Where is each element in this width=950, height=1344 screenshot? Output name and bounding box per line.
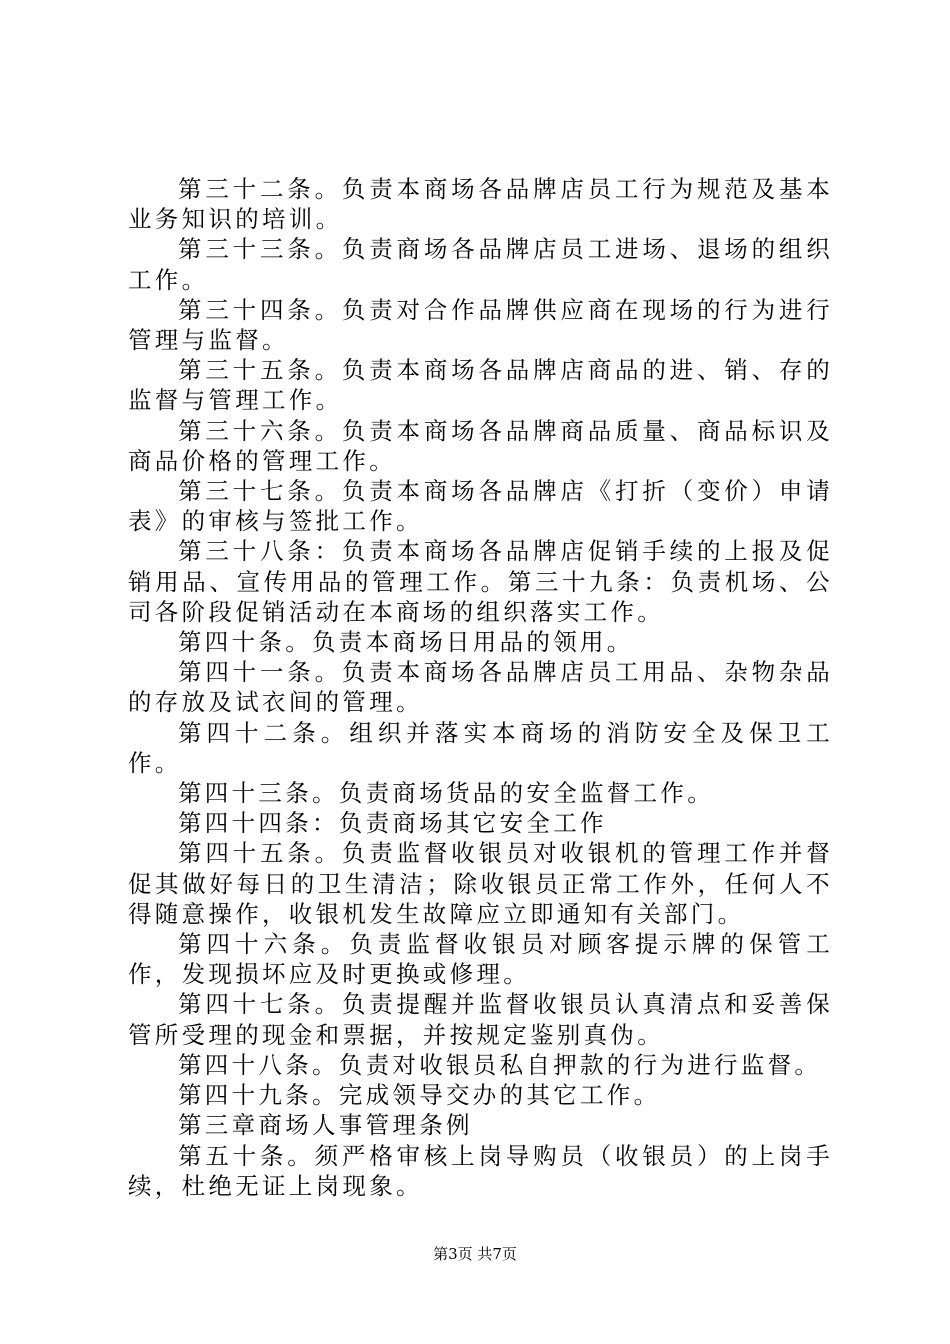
paragraph-article-45: 第四十五条。负责监督收银员对收银机的管理工作并督促其做好每日的卫生清洁；除收银员正常工作外，任何人不得随意操作，收银机发生故障应立即通知有关部门。 [128, 839, 833, 928]
paragraph-article-41: 第四十一条。负责本商场各品牌店员工用品、杂物杂品的存放及试衣间的管理。 [128, 658, 833, 717]
document-body [128, 174, 833, 1201]
paragraph-article-33: 第三十三条。负责商场各品牌店员工进场、退场的组织工作。 [128, 235, 833, 294]
paragraph-article-44: 第四十四条：负责商场其它安全工作 [178, 809, 607, 838]
paragraph-article-49: 第四十九条。完成领导交办的其它工作。 [178, 1081, 661, 1110]
page-footer [0, 1244, 950, 1264]
chapter-heading: 第三章商场人事管理条例 [178, 1111, 473, 1140]
paragraph-article-37: 第三十七条。负责本商场各品牌店《打折（变价）申请表》的审核与签批工作。 [128, 477, 833, 536]
paragraph-article-42: 第四十二条。组织并落实本商场的消防安全及保卫工作。 [128, 718, 833, 777]
paragraph-article-46: 第四十六条。负责监督收银员对顾客提示牌的保管工作，发现损坏应及时更换或修理。 [128, 930, 833, 989]
paragraph-article-38-39: 第三十八条：负责本商场各品牌店促销手续的上报及促销用品、宣传用品的管理工作。第三十九条：负责机场、公司各阶段促销活动在本商场的组织落实工作。 [128, 537, 833, 626]
paragraph-article-35: 第三十五条。负责本商场各品牌店商品的进、销、存的监督与管理工作。 [128, 356, 833, 415]
page-number-label: 第3页 共7页 [433, 1245, 517, 1263]
paragraph-article-48: 第四十八条。负责对收银员私自押款的行为进行监督。 [178, 1050, 822, 1079]
paragraph-article-40: 第四十条。负责本商场日用品的领用。 [178, 628, 634, 657]
paragraph-article-50: 第五十条。须严格审核上岗导购员（收银员）的上岗手续，杜绝无证上岗现象。 [128, 1141, 833, 1200]
paragraph-article-36: 第三十六条。负责本商场各品牌商品质量、商品标识及商品价格的管理工作。 [128, 416, 833, 475]
paragraph-article-32: 第三十二条。负责本商场各品牌店员工行为规范及基本业务知识的培训。 [128, 175, 833, 234]
paragraph-article-43: 第四十三条。负责商场货品的安全监督工作。 [178, 779, 714, 808]
paragraph-article-34: 第三十四条。负责对合作品牌供应商在现场的行为进行管理与监督。 [128, 295, 833, 355]
paragraph-article-47: 第四十七条。负责提醒并监督收银员认真清点和妥善保管所受理的现金和票据，并按规定鉴别真伪。 [128, 990, 833, 1049]
